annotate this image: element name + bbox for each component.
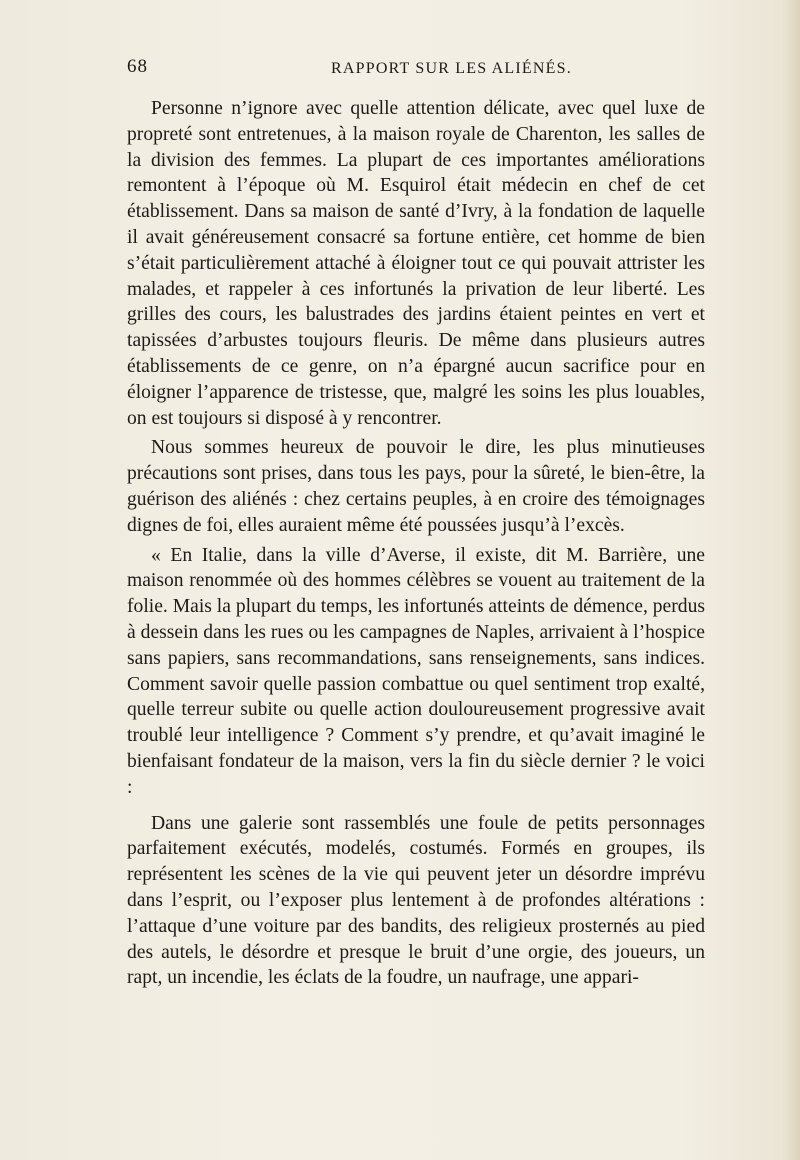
- page-header: [115, 56, 715, 86]
- body-text: [127, 96, 705, 991]
- paragraph-1: Personne n’ignore avec quelle attention délicate, avec quel luxe de propreté sont entretenues, à la maison royale de Charenton, les salles de la division des femmes. La plupart de ces importantes améliorations remontent à l’époque où M. Esquirol était médecin en chef de cet établissement. Dans sa maison de santé d’Ivry, à la fondation de laquelle il avait généreusement consacré sa fortune entière, cet homme de bien s’était particulièrement attaché à éloigner tout ce qui pouvait attrister les malades, et rappeler à ces infortunés la privation de leur liberté. Les grilles des cours, les balustrades des jardins étaient peintes en vert et tapissées d’arbustes toujours fleuris. De même dans plusieurs autres établissements de ce genre, on n’a épargné aucun sacrifice pour en éloigner l’apparence de tristesse, que, malgré les soins les plus louables, on est toujours si disposé à y rencontrer.: [127, 98, 705, 429]
- running-head: RAPPORT SUR LES ALIÉNÉS.: [331, 60, 572, 77]
- page-number: 68: [127, 56, 148, 77]
- paragraph-4: Dans une galerie sont rassemblés une foule de petits personnages parfaitement exécutés, modelés, costumés. Formés en groupes, ils représentent les scènes de la vie qui peuvent jeter un désordre imprévu dans l’esprit, ou l’exposer plus lentement à de profondes altérations : l’attaque d’une voiture par des bandits, des religieux prosternés au pied des autels, le désordre et presque le bruit d’une orgie, des joueurs, un rapt, un incendie, les éclats de la foudre, un naufrage, une appari-: [127, 812, 705, 989]
- paragraph-3: « En Italie, dans la ville d’Averse, il existe, dit M. Barrière, une maison renommée où des hommes célèbres se vouent au traitement de la folie. Mais la plupart du temps, les infortunés atteints de démence, perdus à dessein dans les rues ou les campagnes de Naples, arrivaient à l’hospice sans papiers, sans recommandations, sans renseignements, sans indices. Comment savoir quelle passion combattue ou quel sentiment trop exalté, quelle terreur subite ou quelle action douloureusement progressive avait troublé leur intelligence ? Comment s’y prendre, et qu’avait imaginé le bienfaisant fondateur de la maison, vers la fin du siècle dernier ? le voici :: [127, 544, 705, 798]
- paragraph-2: Nous sommes heureux de pouvoir le dire, les plus minutieuses précautions sont prises, dans tous les pays, pour la sûreté, le bien-être, la guérison des aliénés : chez certains peuples, à en croire des témoignages dignes de foi, elles auraient même été poussées jusqu’à l’excès.: [127, 437, 705, 536]
- page-edge-shadow: [782, 0, 800, 1160]
